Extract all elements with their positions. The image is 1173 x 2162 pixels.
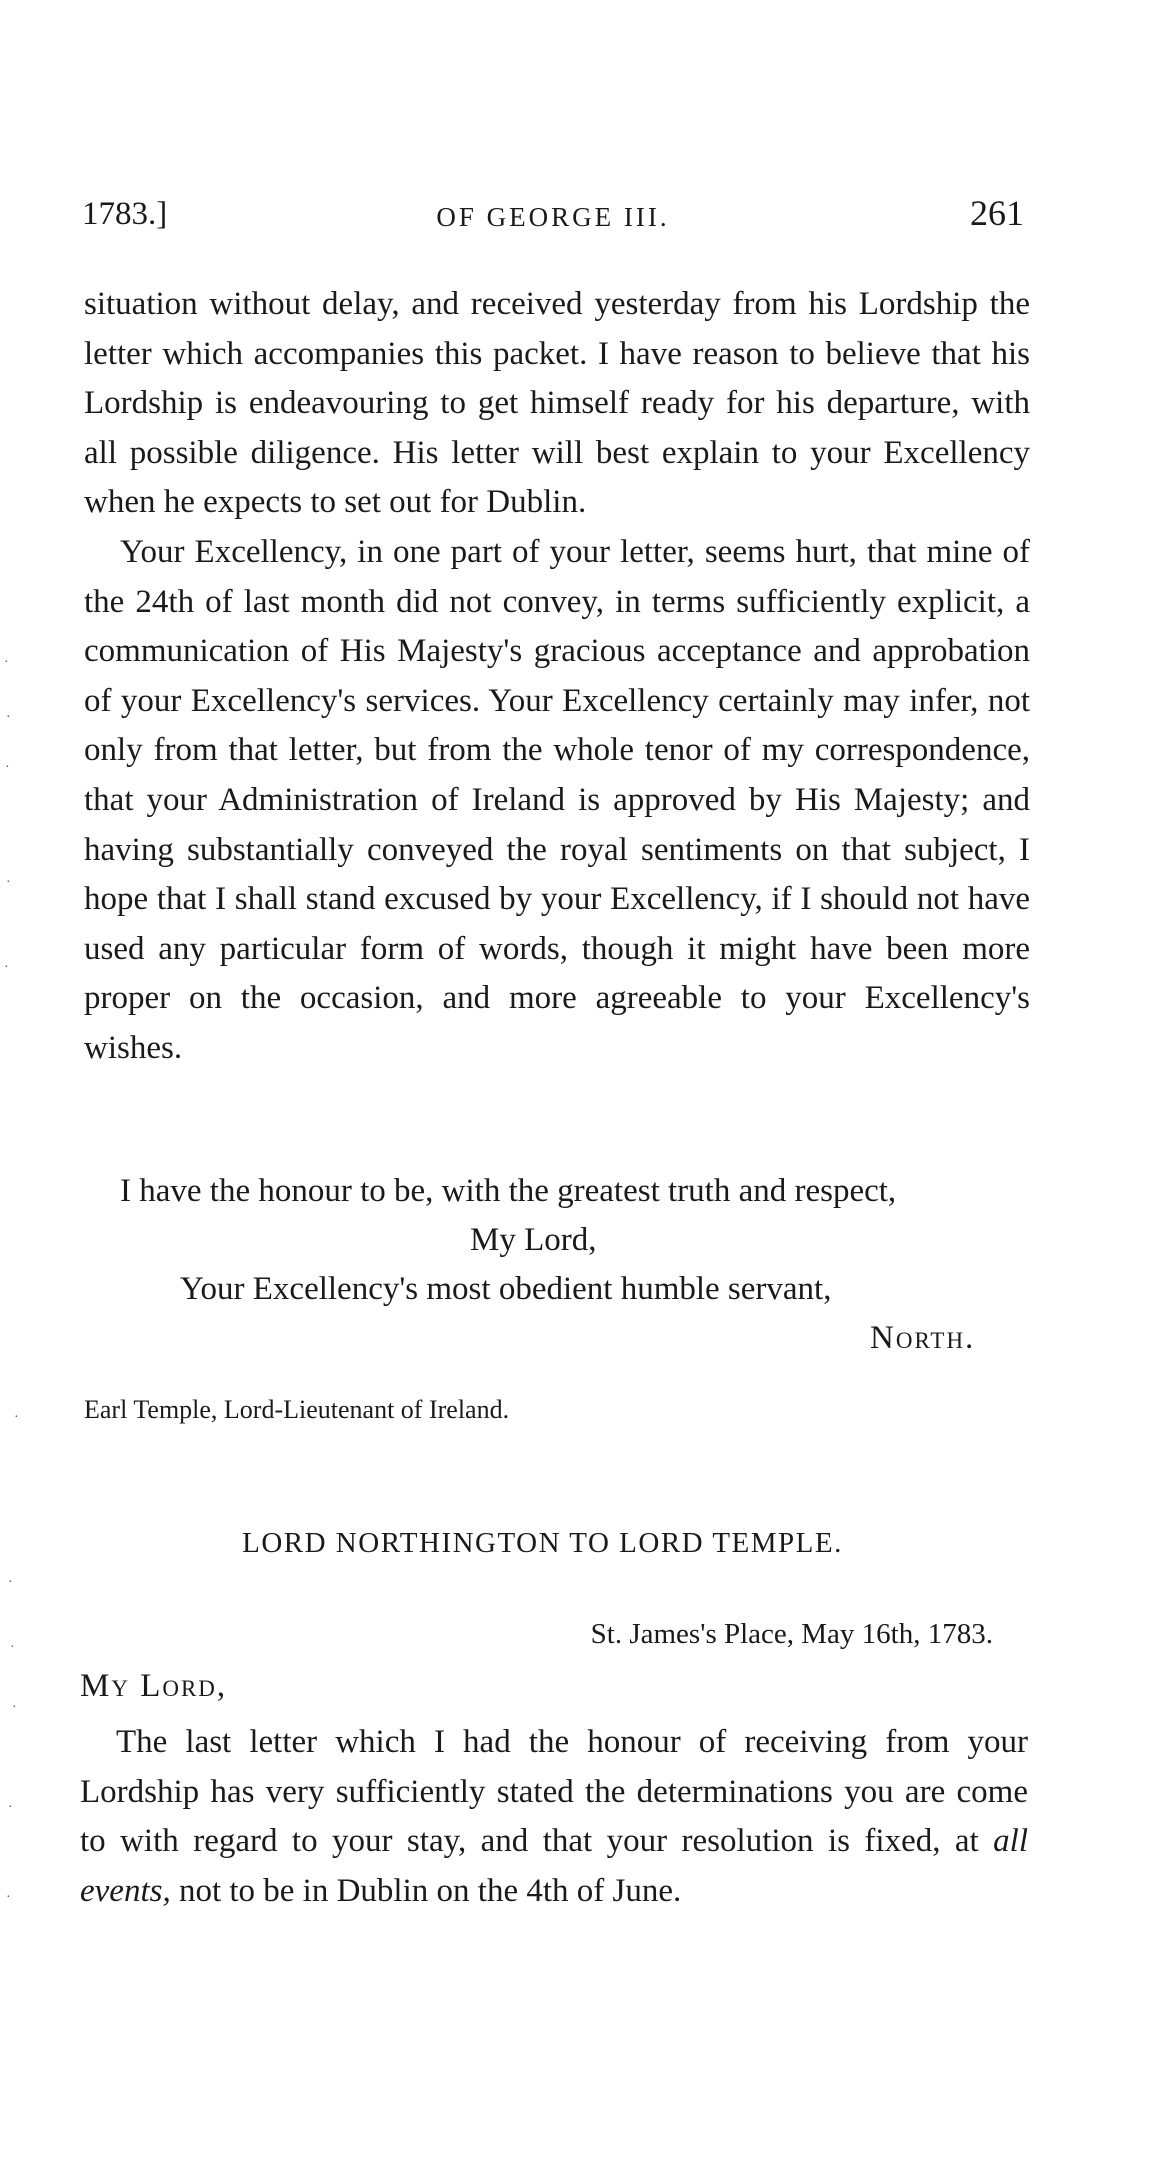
- signature: North.: [870, 1320, 976, 1356]
- closing-servant: Your Excellency's most obedient humble servant,: [180, 1271, 832, 1307]
- gutter-mark: ·: [4, 960, 9, 975]
- gutter-mark: ·: [12, 1700, 17, 1715]
- gutter-artifacts: [0, 0, 40, 2162]
- letter2-body-start: The last letter which I had the honour of receiving from your Lordship has very sufficiently stated the determinations you are come to with regard to your stay, and that your resolution is fixed, at: [80, 1724, 1028, 1860]
- paragraph-excellency: Your Excellency, in one part of your letter, seems hurt, that mine of the 24th of last month did not convey, in terms sufficiently explicit, a communication of His Majesty's gracious acceptance and approbation of your Excellency's services. Your Excellency certainly may infer, not only from that letter, but from the whole tenor of my correspondence, that your Administration of Ireland is approved by His Majesty; and having substantially conveyed the royal sentiments on that subject, I hope that I shall stand excused by your Excellency, if I should not have used any particular form of words, though it might have been more proper on the occasion, and more agreeable to your Excellency's wishes.: [84, 533, 1030, 1066]
- running-head-year: 1783.]: [82, 196, 168, 232]
- gutter-mark: ·: [8, 1800, 13, 1815]
- gutter-mark: ·: [4, 655, 9, 670]
- salutation: My Lord,: [80, 1668, 228, 1704]
- letter-body-continued: [84, 280, 1030, 1074]
- dateline: St. James's Place, May 16th, 1783.: [590, 1618, 993, 1650]
- letter2-body-end: not to be in Dublin on the 4th of June.: [170, 1872, 682, 1909]
- closing-salutation: My Lord,: [470, 1222, 597, 1258]
- letter2-body: [80, 1718, 1028, 1916]
- gutter-mark: ·: [14, 1410, 19, 1425]
- running-head: [82, 193, 1024, 246]
- closing-line: I have the honour to be, with the greatest truth and respect,: [120, 1173, 897, 1209]
- gutter-mark: ·: [6, 875, 11, 890]
- letter-heading: LORD NORTHINGTON TO LORD TEMPLE.: [242, 1527, 843, 1559]
- gutter-mark: ·: [8, 1575, 13, 1590]
- gutter-mark: ·: [6, 710, 11, 725]
- gutter-mark: ·: [6, 1890, 11, 1905]
- paragraph-continuation: situation without delay, and received yesterday from his Lordship the letter which accompanies this packet. I have reason to believe that his Lordship is endeavouring to get himself ready for his departure, with all possible diligence. His letter will best explain to your Excellency when he expects to set out for Dublin.: [84, 286, 1030, 521]
- page-number: 261: [970, 193, 1024, 233]
- address-note: Earl Temple, Lord-Lieutenant of Ireland.: [84, 1395, 510, 1424]
- gutter-mark: ·: [5, 760, 10, 775]
- gutter-mark: ·: [10, 1640, 15, 1655]
- running-head-title: OF GEORGE III.: [436, 202, 670, 232]
- letter2-body-emphasis: all events,: [80, 1823, 1028, 1909]
